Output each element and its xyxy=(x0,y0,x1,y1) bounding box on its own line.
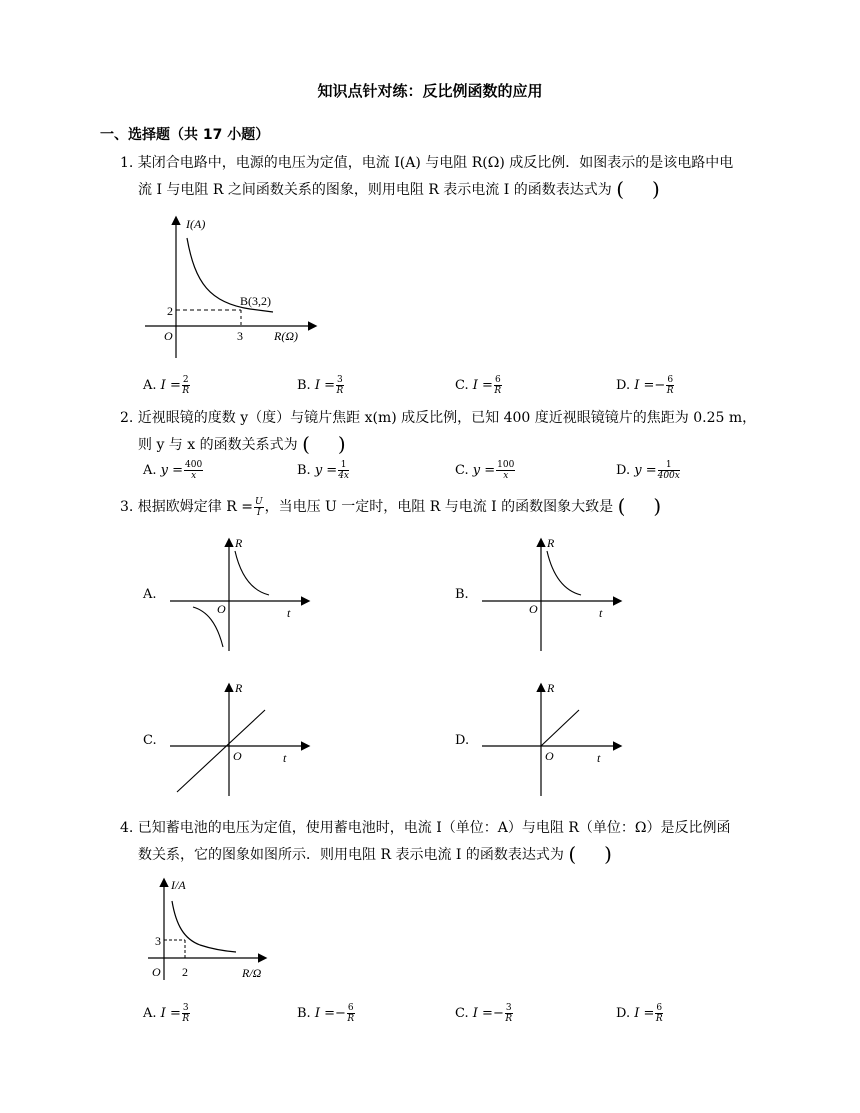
question-4-text: 数关系，它的图象如图所示．则用电阻 R 表示电流 I 的函数表达式为 xyxy=(138,847,564,863)
q3-option-d-letter[interactable]: D. xyxy=(455,733,470,748)
option-lhs: y = xyxy=(314,463,338,478)
x-axis-label: t xyxy=(599,606,603,620)
fraction-numerator: 6 xyxy=(656,1003,663,1013)
fraction-denominator: 400x xyxy=(657,471,680,481)
option-lhs: y = xyxy=(634,463,657,478)
origin-label: O xyxy=(529,602,538,616)
x-tick-label: 2 xyxy=(182,965,188,979)
option-fraction xyxy=(184,460,203,481)
fraction-numerator: 100 xyxy=(497,460,515,470)
answer-paren-open: ( xyxy=(302,432,310,456)
answer-paren-open: ( xyxy=(568,842,577,866)
x-axis-label: t xyxy=(597,751,601,765)
option-fraction xyxy=(496,460,515,481)
y-axis-label: I/A xyxy=(171,878,186,892)
question-3-text-post: ，当电压 U 一定时，电阻 R 与电流 I 的函数图象大致是 xyxy=(264,499,614,515)
answer-paren-open: ( xyxy=(617,494,626,518)
question-4-line-2 xyxy=(120,841,770,868)
option-lhs: I = xyxy=(314,378,335,393)
section-heading: 一、选择题（共 17 小题） xyxy=(100,127,270,143)
question-2-line-2 xyxy=(120,431,770,458)
q4-option-a[interactable] xyxy=(143,1003,191,1024)
fraction-denominator: R xyxy=(655,1014,663,1024)
q4-option-c[interactable] xyxy=(455,1003,514,1024)
fraction-denominator: 4x xyxy=(338,471,350,481)
page-title: 知识点针对练：反比例函数的应用 xyxy=(317,82,543,100)
option-letter: D. xyxy=(616,463,631,478)
origin-label: O xyxy=(217,602,226,616)
y-tick-label: 2 xyxy=(167,304,173,318)
question-3 xyxy=(120,493,770,520)
fraction-numerator: 2 xyxy=(182,375,189,385)
option-lhs: I = xyxy=(472,378,493,393)
fraction-numerator: 6 xyxy=(667,375,674,385)
fraction-numerator: 6 xyxy=(347,1003,354,1013)
origin-label: O xyxy=(545,749,554,763)
fraction-numerator: 3 xyxy=(182,1003,189,1013)
q2-option-d[interactable] xyxy=(616,460,681,481)
option-lhs: I = xyxy=(160,378,181,393)
fraction-denominator: x xyxy=(191,471,197,481)
q3-graph-c[interactable] xyxy=(165,680,315,798)
answer-paren-close: ) xyxy=(604,842,612,866)
option-lhs: I = xyxy=(472,1006,493,1021)
option-letter: B. xyxy=(297,1006,311,1021)
question-1-line-1: 1. 某闭合电路中，电源的电压为定值，电流 I(A) 与电阻 R(Ω) 成反比例．如图表示的是该电路中电 xyxy=(120,155,734,171)
fraction-numerator: U xyxy=(254,496,263,507)
option-lhs: I = xyxy=(634,378,655,393)
y-axis-label: R xyxy=(547,681,555,695)
y-axis-label: R xyxy=(235,536,243,550)
option-letter: C. xyxy=(455,1006,469,1021)
option-lhs: I = xyxy=(314,1006,335,1021)
option-letter: D. xyxy=(616,1006,631,1021)
question-2-line-1: 2. 近视眼镜的度数 y（度）与镜片焦距 x(m) 成反比例，已知 400 度近视眼镜镜片的焦距为 0.25 m， xyxy=(120,410,757,426)
answer-paren-close: ) xyxy=(652,177,660,201)
hyperbola-curve xyxy=(172,901,236,952)
option-letter: A. xyxy=(143,463,157,478)
question-2-text: 则 y 与 x 的函数关系式为 xyxy=(138,437,298,453)
fraction-denominator: I xyxy=(257,507,261,518)
option-letter: A. xyxy=(143,1006,157,1021)
fraction-denominator: R xyxy=(505,1014,513,1024)
answer-paren-open: ( xyxy=(616,177,625,201)
option-letter: B. xyxy=(297,463,311,478)
option-lhs: I = xyxy=(634,1006,655,1021)
q3-option-b-letter[interactable]: B. xyxy=(455,587,469,602)
curve-quadrant-1 xyxy=(235,551,269,595)
q4-option-d[interactable] xyxy=(616,1003,664,1024)
proportional-ray xyxy=(541,710,579,746)
option-lhs: y = xyxy=(472,463,496,478)
x-axis-label: R(Ω) xyxy=(274,329,298,343)
fraction-numerator: 400 xyxy=(185,460,203,470)
q2-option-c[interactable] xyxy=(455,460,516,481)
answer-paren-close: ) xyxy=(337,432,346,456)
q2-option-a[interactable] xyxy=(143,460,204,481)
q2-option-b[interactable] xyxy=(297,460,350,481)
fraction-numerator: 3 xyxy=(505,1003,512,1013)
option-fraction xyxy=(336,375,344,396)
y-axis-label: I(A) xyxy=(186,217,206,231)
option-fraction xyxy=(182,375,190,396)
option-fraction xyxy=(666,375,674,396)
option-letter: D. xyxy=(616,378,631,393)
question-2 xyxy=(120,405,770,458)
ohm-fraction xyxy=(254,497,264,518)
q1-option-a[interactable] xyxy=(143,375,191,396)
option-letter: B. xyxy=(297,378,311,393)
question-4 xyxy=(120,815,770,868)
option-fraction xyxy=(182,1003,190,1024)
option-fraction xyxy=(658,460,680,481)
y-axis-label: R xyxy=(547,536,555,550)
answer-paren-close: ) xyxy=(653,494,662,518)
fraction-numerator: 6 xyxy=(494,375,501,385)
q1-option-d[interactable] xyxy=(616,375,675,396)
question-4-graph xyxy=(140,875,270,985)
question-1-line-2 xyxy=(120,176,770,203)
origin-label: O xyxy=(164,329,173,343)
option-lhs: y = xyxy=(160,463,184,478)
x-axis-label: R/Ω xyxy=(242,966,262,980)
option-letter: A. xyxy=(143,378,157,393)
option-letter: C. xyxy=(455,378,469,393)
q3-graph-a[interactable] xyxy=(165,535,315,653)
option-fraction xyxy=(655,1003,663,1024)
question-4-line-1: 4. 已知蓄电池的电压为定值，使用蓄电池时，电流 I（单位：A）与电阻 R（单位：Ω）是反比例函 xyxy=(120,820,731,836)
option-fraction xyxy=(338,460,349,481)
q3-option-c-letter[interactable]: C. xyxy=(143,733,157,748)
option-fraction xyxy=(505,1003,513,1024)
x-axis-label: t xyxy=(287,606,291,620)
fraction-denominator: R xyxy=(182,1014,190,1024)
q3-graph-d[interactable] xyxy=(477,680,627,798)
fraction-denominator: R xyxy=(666,386,674,396)
fraction-denominator: R xyxy=(347,1014,355,1024)
proportional-line xyxy=(177,710,265,792)
q1-option-b[interactable] xyxy=(297,375,345,396)
option-fraction xyxy=(347,1003,355,1024)
y-tick-label: 3 xyxy=(155,934,161,948)
point-b-label: B(3,2) xyxy=(240,294,271,308)
fraction-numerator: 3 xyxy=(337,375,343,385)
option-sign: − xyxy=(654,378,666,393)
question-3-text-pre: 3. 根据欧姆定律 R = xyxy=(120,499,253,515)
y-axis-label: R xyxy=(235,681,243,695)
option-sign: − xyxy=(492,1006,504,1021)
fraction-numerator: 1 xyxy=(338,460,349,471)
x-tick-label: 3 xyxy=(237,329,243,343)
question-1-graph xyxy=(140,213,320,361)
q3-graph-b[interactable] xyxy=(477,535,627,653)
option-fraction xyxy=(494,375,502,396)
fraction-denominator: R xyxy=(494,386,502,396)
fraction-numerator: 1 xyxy=(658,460,680,471)
option-sign: − xyxy=(335,1006,346,1021)
question-1-text: 流 I 与电阻 R 之间函数关系的图象，则用电阻 R 表示电流 I 的函数表达式为 xyxy=(138,182,612,198)
origin-label: O xyxy=(233,749,242,763)
question-1 xyxy=(120,150,770,203)
q3-option-a-letter[interactable]: A. xyxy=(143,587,157,602)
x-axis-label: t xyxy=(283,751,287,765)
q1-option-c[interactable] xyxy=(455,375,503,396)
option-letter: C. xyxy=(455,463,469,478)
option-lhs: I = xyxy=(160,1006,181,1021)
curve-quadrant-1 xyxy=(547,551,581,595)
fraction-denominator: x xyxy=(503,471,509,481)
origin-label: O xyxy=(152,965,161,979)
q4-option-b[interactable] xyxy=(297,1003,356,1024)
fraction-denominator: R xyxy=(336,386,344,396)
fraction-denominator: R xyxy=(182,386,190,396)
